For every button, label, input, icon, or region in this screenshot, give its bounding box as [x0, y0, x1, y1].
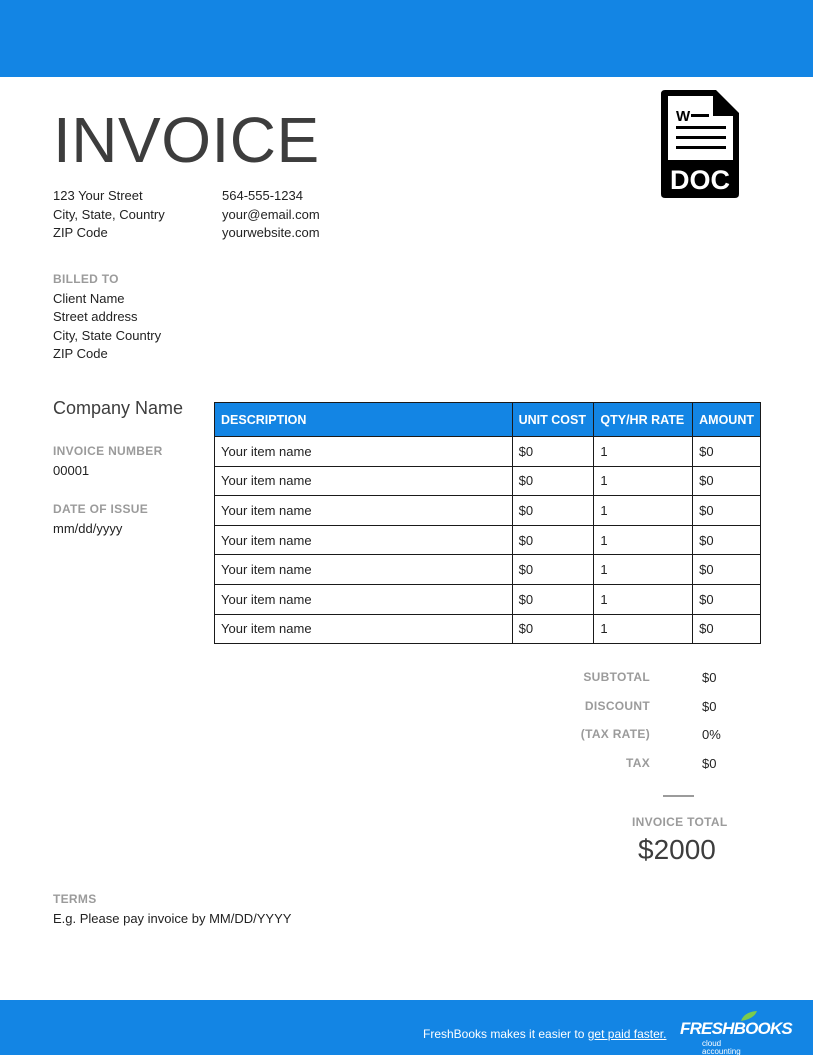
tax-label: TAX [625, 756, 650, 771]
discount-value: $0 [702, 698, 717, 714]
header-qty-rate: QTY/HR RATE [594, 403, 693, 437]
client-city: City, State Country [53, 327, 162, 343]
table-row [215, 496, 761, 526]
item-qty: 1 [594, 437, 693, 467]
doc-file-icon [658, 88, 742, 200]
item-qty: 1 [594, 584, 693, 614]
item-unit-cost: $0 [512, 555, 594, 585]
table-row [215, 525, 761, 555]
discount-row [560, 699, 760, 728]
subtotal-row [560, 670, 760, 699]
freshbooks-logo[interactable] [680, 1010, 792, 1055]
date-of-issue-section [53, 500, 148, 538]
item-description: Your item name [215, 614, 513, 644]
item-unit-cost: $0 [512, 437, 594, 467]
item-unit-cost: $0 [512, 466, 594, 496]
item-description: Your item name [215, 525, 513, 555]
item-amount: $0 [693, 466, 761, 496]
item-qty: 1 [594, 614, 693, 644]
terms-section [53, 890, 291, 928]
date-of-issue-label: DATE OF ISSUE [53, 502, 149, 516]
item-qty: 1 [594, 525, 693, 555]
client-name: Client Name [53, 290, 125, 306]
item-qty: 1 [594, 496, 693, 526]
sender-website[interactable]: yourwebsite.com [222, 225, 320, 240]
billed-to-section [53, 270, 161, 364]
totals-divider [663, 795, 694, 797]
invoice-number-label: INVOICE NUMBER [53, 444, 163, 458]
item-qty: 1 [594, 555, 693, 585]
item-unit-cost: $0 [512, 525, 594, 555]
sender-city: City, State, Country [53, 206, 165, 222]
tax-rate-row [560, 727, 760, 756]
item-amount: $0 [693, 555, 761, 585]
subtotal-value: $0 [702, 670, 717, 685]
sender-phone: 564-555-1234 [222, 188, 303, 203]
sender-email[interactable]: your@email.com [222, 206, 320, 222]
item-description: Your item name [215, 584, 513, 614]
freshbooks-subtitle: cloud accounting [702, 1039, 741, 1055]
sender-street: 123 Your Street [53, 188, 143, 203]
client-zip: ZIP Code [53, 346, 108, 361]
terms-label: TERMS [53, 892, 97, 906]
item-amount: $0 [693, 496, 761, 526]
invoice-number-section [53, 442, 163, 480]
get-paid-faster-link[interactable]: get paid faster. [587, 1027, 667, 1041]
footer-tagline [423, 1027, 666, 1041]
item-description: Your item name [215, 437, 513, 467]
company-name: Company Name [53, 398, 184, 418]
table-row [215, 555, 761, 585]
terms-text: E.g. Please pay invoice by MM/DD/YYYY [53, 911, 292, 926]
footer-text: FreshBooks makes it easier to [423, 1027, 585, 1041]
header-band [0, 0, 813, 77]
table-header-row [215, 403, 761, 437]
subtotal-label: SUBTOTAL [583, 670, 650, 684]
item-amount: $0 [693, 525, 761, 555]
tax-rate-value: 0% [702, 727, 721, 743]
item-unit-cost: $0 [512, 584, 594, 614]
sender-contact [222, 187, 320, 243]
table-row [215, 614, 761, 644]
item-amount: $0 [693, 437, 761, 467]
item-amount: $0 [693, 584, 761, 614]
item-description: Your item name [215, 496, 513, 526]
item-unit-cost: $0 [512, 496, 594, 526]
header-unit-cost: UNIT COST [512, 403, 594, 437]
table-row [215, 437, 761, 467]
invoice-title: INVOICE [53, 104, 320, 176]
item-qty: 1 [594, 466, 693, 496]
date-of-issue-value: mm/dd/yyyy [53, 521, 123, 536]
table-row [215, 584, 761, 614]
doc-icon-letter: W [676, 108, 691, 125]
tax-row [560, 756, 760, 785]
sender-address [53, 187, 165, 243]
tax-rate-label: (TAX RATE) [580, 727, 650, 742]
discount-label: DISCOUNT [584, 698, 650, 713]
item-amount: $0 [693, 614, 761, 644]
invoice-total-label: INVOICE TOTAL [632, 815, 728, 829]
header-description: DESCRIPTION [215, 403, 513, 437]
item-description: Your item name [215, 466, 513, 496]
doc-icon-label: DOC [670, 165, 730, 195]
tax-value: $0 [702, 756, 717, 772]
item-unit-cost: $0 [512, 614, 594, 644]
freshbooks-brand: FRESHBOOKS [680, 1019, 792, 1038]
totals-section [560, 670, 760, 785]
client-street: Street address [53, 309, 138, 324]
item-description: Your item name [215, 555, 513, 585]
invoice-total-value: $2000 [638, 834, 716, 865]
line-items-table [214, 402, 761, 644]
table-row [215, 466, 761, 496]
billed-to-label: BILLED TO [53, 272, 119, 286]
sender-zip: ZIP Code [53, 225, 108, 240]
invoice-number-value: 00001 [53, 463, 90, 478]
header-amount: AMOUNT [693, 403, 761, 437]
